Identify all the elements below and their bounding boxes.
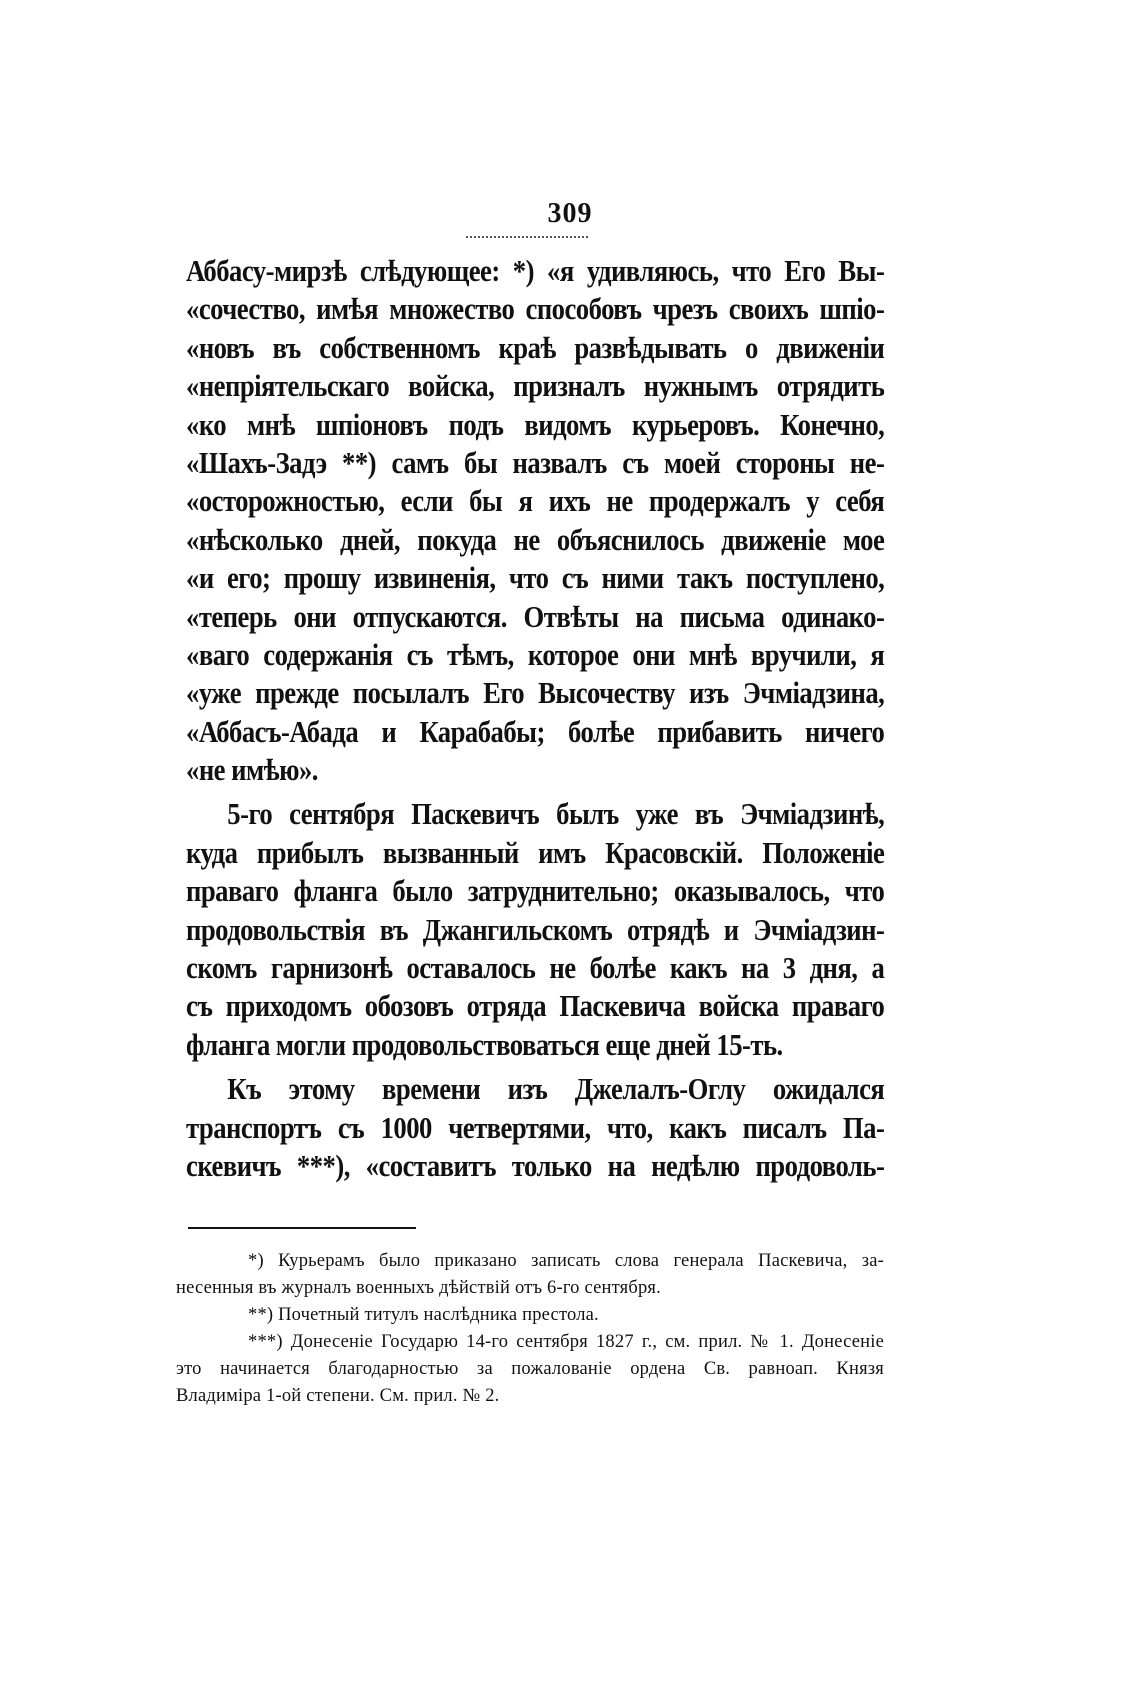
text-line: «непріятельскаго войска, призналъ нужнымъ отрядить [186,368,885,404]
text-line: продовольствія въ Джангильскомъ отрядѣ и Эчміадзин- [186,911,885,947]
text-line: куда прибылъ вызванный имъ Красовскій. Положеніе [186,834,885,870]
footnotes [176,1248,884,1410]
text-line: Къ этому времени изъ Джелалъ-Оглу ожидался [227,1071,885,1107]
footnote-line: **) Почетный титулъ наслѣдника престола. [248,1305,599,1325]
header-ornament [466,236,588,244]
text-line: «Шахъ-Задэ **) самъ бы назвалъ съ моей стороны не- [186,444,885,480]
footnote-divider [188,1227,416,1229]
text-line: фланга могли продовольствоваться еще дней 15-ть. [186,1026,783,1062]
text-line: съ приходомъ обозовъ отряда Паскевича войска праваго [186,988,885,1024]
text-line: транспортъ съ 1000 четвертями, что, какъ писалъ Па- [186,1109,885,1145]
text-line: «нѣсколько дней, покуда не объяснилось движеніе мое [186,521,885,557]
text-line: «уже прежде посылалъ Его Высочеству изъ Эчміадзина, [186,675,885,711]
text-line: «осторожностью, если бы я ихъ не продержалъ у себя [186,483,885,519]
text-line: скомъ гарнизонѣ оставалось не болѣе какъ на 3 дня, а [186,950,885,986]
text-line: «ко мнѣ шпіоновъ подъ видомъ курьеровъ. Конечно, [186,406,885,442]
text-line: «не имѣю». [186,752,318,788]
footnote-line: *) Курьерамъ было приказано записать слова генерала Паскевича, за- [248,1251,884,1271]
footnote-line: несенныя въ журналъ военныхъ дѣйствій отъ 6-го сентября. [176,1278,661,1298]
text-line: 5-го сентября Паскевичъ былъ уже въ Эчміадзинѣ, [227,796,885,832]
body-text [186,252,884,1185]
footnote-line: Владиміра 1-ой степени. См. прил. № 2. [176,1386,500,1406]
text-line: «новъ въ собственномъ краѣ развѣдывать о движеніи [186,329,885,365]
text-line: «теперь они отпускаются. Отвѣты на письма одинако- [186,598,885,634]
text-line: праваго фланга было затруднительно; оказывалось, что [186,873,885,909]
text-line: «сочество, имѣя множество способовъ чрезъ своихъ шпіо- [186,291,885,327]
footnote-line: это начинается благодарностью за пожалованіе ордена Св. равноап. Князя [176,1359,884,1379]
text-line: «Аббасъ-Абада и Карабабы; болѣе прибавить ничего [186,713,885,749]
text-line: «и его; прошу извиненія, что съ ними такъ поступлено, [186,560,885,596]
page-number: 309 [547,198,593,229]
text-line: скевичъ ***), «составитъ только на недѣлю продоволь- [186,1147,885,1183]
text-line: Аббасу-мирзѣ слѣдующее: *) «я удивляюсь, что Его Вы- [186,253,885,288]
text-line: «ваго содержанія съ тѣмъ, которое они мнѣ вручили, я [186,636,885,672]
footnote-line: ***) Донесеніе Государю 14-го сентября 1827 г., см. прил. № 1. Донесеніе [248,1332,884,1352]
